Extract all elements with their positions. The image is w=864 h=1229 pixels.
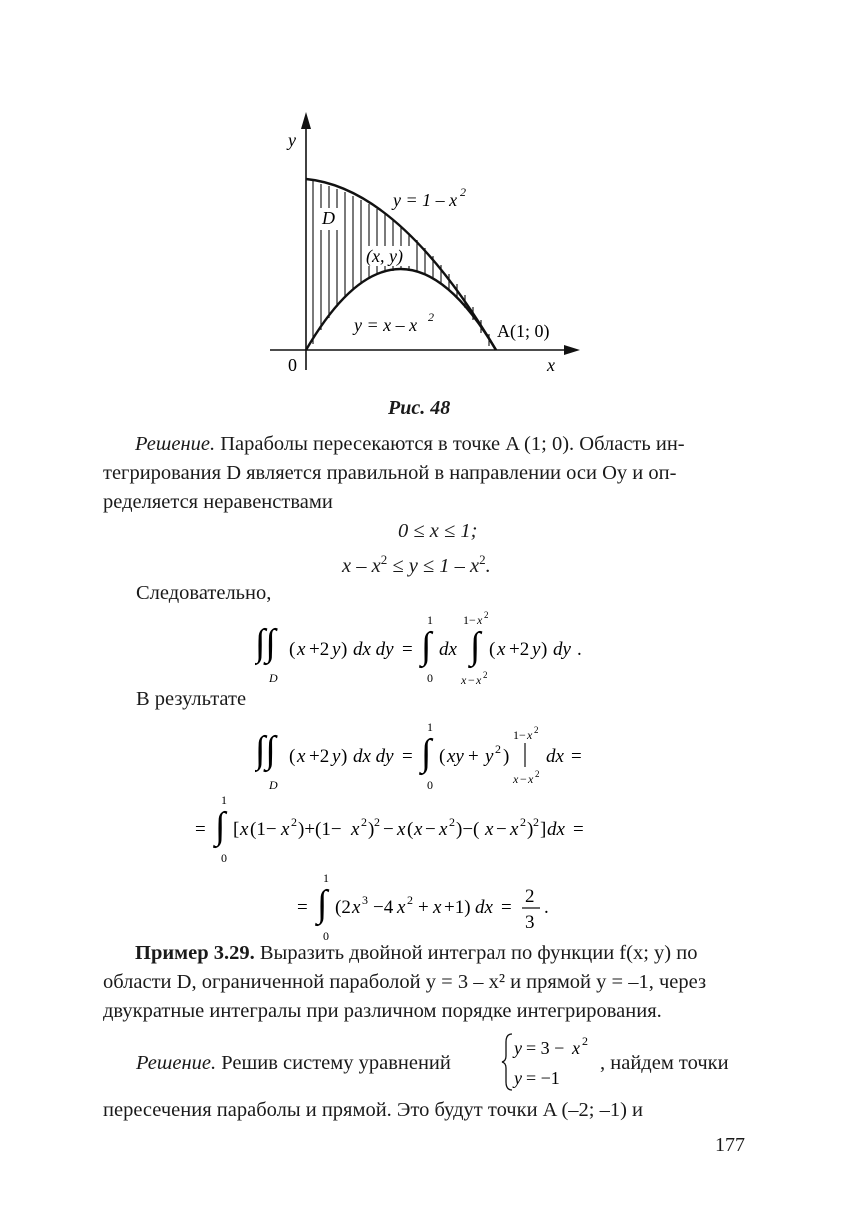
svg-text:y: y [332, 639, 341, 660]
solution2-line1: Решение. Решив систему уравнений [136, 1052, 451, 1074]
svg-text:0: 0 [427, 778, 433, 792]
svg-text:dx: dx [475, 897, 493, 918]
svg-text:x: x [281, 819, 290, 840]
svg-text:=: = [571, 746, 582, 767]
svg-text:0: 0 [323, 929, 329, 943]
svg-text:x: x [528, 772, 534, 786]
svg-text:1: 1 [221, 793, 227, 807]
svg-text:2: 2 [407, 893, 413, 907]
page-number: 177 [715, 1134, 745, 1156]
svg-text:+2: +2 [309, 746, 330, 767]
solution-paragraph [103, 430, 749, 517]
point-a-label: A(1; 0) [497, 321, 550, 341]
svg-text:−: − [383, 819, 394, 840]
svg-text:)−(: )−( [456, 819, 480, 840]
svg-text:1: 1 [427, 613, 433, 627]
svg-text:x: x [461, 673, 467, 687]
svg-text:x: x [476, 673, 482, 687]
y-axis-arrow [301, 112, 311, 129]
svg-text:∫: ∫ [470, 625, 481, 667]
svg-text:2: 2 [525, 886, 535, 907]
example-line3: двукратные интегралы при различном порядке интегрирования. [103, 1000, 662, 1022]
solution2-tail: , найдем точки [600, 1052, 729, 1074]
equation-system [500, 1030, 610, 1094]
svg-text:1−: 1− [463, 613, 476, 627]
svg-text:−: − [468, 673, 475, 687]
svg-text:D: D [269, 671, 278, 685]
svg-text:y: y [514, 1068, 522, 1088]
svg-text:x: x [485, 819, 494, 840]
svg-text:=: = [573, 819, 584, 840]
x-axis-arrow [564, 345, 580, 355]
svg-text:(: ( [489, 639, 496, 660]
upper-curve-label: y = 1 – x [393, 190, 458, 210]
svg-text:D: D [269, 778, 278, 792]
svg-text:=: = [297, 897, 308, 918]
svg-text:(: ( [439, 746, 446, 767]
svg-text:x: x [351, 819, 360, 840]
svg-text:y: y [532, 639, 541, 660]
svg-text:2: 2 [484, 610, 489, 620]
svg-text:(2: (2 [335, 897, 351, 918]
svg-text:(: ( [289, 639, 296, 660]
svg-text:∫: ∫ [317, 883, 328, 925]
svg-text:2: 2 [449, 815, 455, 829]
svg-text:y: y [332, 746, 341, 767]
svg-text:x: x [439, 819, 448, 840]
svg-text:): ) [341, 746, 348, 767]
svg-text:[: [ [233, 819, 240, 840]
svg-text:xy: xy [447, 746, 464, 767]
lower-parabola [306, 269, 496, 350]
svg-text:y: y [514, 1038, 522, 1058]
svg-text:dx: dx [439, 639, 457, 660]
svg-text:1: 1 [323, 871, 329, 885]
svg-text:(1−: (1− [250, 819, 277, 840]
svg-text:x: x [513, 772, 519, 786]
consequently-text: Следовательно, [136, 582, 272, 604]
origin-label: 0 [288, 355, 297, 375]
svg-text:dx: dx [547, 819, 565, 840]
svg-text:=: = [402, 639, 413, 660]
svg-text:x: x [297, 639, 306, 660]
svg-text:(: ( [407, 819, 414, 840]
svg-text:3: 3 [362, 893, 368, 907]
svg-text:x: x [477, 613, 483, 627]
svg-text:)+(1−: )+(1− [298, 819, 342, 840]
example-title: Пример 3.29. [135, 942, 255, 964]
svg-text:+: + [418, 897, 429, 918]
svg-text:): ) [341, 639, 348, 660]
upper-curve-exp: 2 [460, 185, 466, 199]
y-axis-label: y [288, 130, 296, 150]
svg-text:): ) [503, 746, 510, 767]
svg-text:.: . [577, 639, 582, 660]
svg-text:+2: +2 [509, 639, 530, 660]
svg-text:): ) [527, 819, 534, 840]
figure-caption: Рис. 48 [388, 397, 451, 419]
solution2-lead: Решение. [136, 1052, 217, 1074]
example-paragraph [103, 939, 749, 1026]
svg-text:2: 2 [495, 742, 501, 756]
svg-text:1−: 1− [513, 728, 526, 742]
figure-48 [260, 108, 600, 388]
svg-text:0: 0 [427, 671, 433, 685]
svg-text:3: 3 [525, 912, 535, 933]
svg-text:x: x [397, 819, 406, 840]
svg-text:−: − [496, 819, 507, 840]
svg-text:(: ( [289, 746, 296, 767]
svg-text:2: 2 [291, 815, 297, 829]
svg-text:x: x [352, 897, 361, 918]
svg-text:x: x [433, 897, 442, 918]
svg-text:): ) [541, 639, 548, 660]
svg-text:2: 2 [520, 815, 526, 829]
svg-text:+: + [468, 746, 479, 767]
svg-text:2: 2 [374, 815, 380, 829]
lower-curve-exp: 2 [428, 310, 434, 324]
svg-text:y: y [485, 746, 494, 767]
svg-text:x: x [414, 819, 423, 840]
svg-text:=: = [402, 746, 413, 767]
example-line2: области D, ограниченной параболой y = 3 – x² и прямой y = –1, через [103, 971, 707, 993]
point-label: (x, y) [366, 246, 403, 266]
svg-text:x: x [397, 897, 406, 918]
svg-text:=: = [501, 897, 512, 918]
formula-result-3 [297, 868, 577, 948]
svg-text:dx dy: dx dy [353, 746, 394, 767]
svg-text:−: − [425, 819, 436, 840]
solution-line1: Параболы пересекаются в точке A (1; 0). Область ин- [215, 433, 685, 455]
svg-text:= 3 −: = 3 − [526, 1038, 565, 1058]
svg-text:dx: dx [546, 746, 564, 767]
inequality-1: 0 ≤ x ≤ 1; [398, 520, 478, 542]
region-label: D [322, 208, 335, 228]
svg-text:1: 1 [427, 720, 433, 734]
svg-text:dy: dy [553, 639, 571, 660]
svg-text:−: − [520, 772, 527, 786]
svg-text:∫: ∫ [421, 732, 432, 774]
svg-text:2: 2 [533, 815, 539, 829]
solution-line2: тегрирования D является правильной в направлении оси Oy и оп- [103, 462, 677, 484]
svg-text:.: . [544, 897, 549, 918]
solution-line3: ределяется неравенствами [103, 491, 333, 513]
svg-text:∫: ∫ [421, 625, 432, 667]
svg-text:x: x [497, 639, 506, 660]
svg-text:−4: −4 [373, 897, 394, 918]
svg-text:x: x [297, 746, 306, 767]
x-axis-label: x [547, 355, 555, 375]
result-text: В результате [136, 688, 247, 710]
lower-curve-label: y = x – x [354, 315, 418, 335]
svg-text:2: 2 [361, 815, 367, 829]
svg-text:+1): +1) [444, 897, 471, 918]
formula-result-1 [255, 717, 615, 797]
svg-text:+2: +2 [309, 639, 330, 660]
svg-text:=: = [195, 819, 206, 840]
svg-text:dx dy: dx dy [353, 639, 394, 660]
svg-text:x: x [510, 819, 519, 840]
svg-text:2: 2 [582, 1034, 588, 1048]
inequality-2: $x - x^2 \le y \le 1 - x^2$. [342, 552, 491, 577]
svg-text:= −1: = −1 [526, 1068, 560, 1088]
svg-text:): ) [368, 819, 375, 840]
svg-text:∫∫: ∫∫ [255, 622, 276, 664]
svg-text:]: ] [540, 819, 547, 840]
svg-text:x: x [240, 819, 249, 840]
solution-lead: Решение. [135, 433, 216, 455]
formula-double-integral [255, 610, 615, 690]
svg-text:2: 2 [483, 670, 488, 680]
svg-text:2: 2 [535, 769, 540, 779]
svg-text:0: 0 [221, 851, 227, 865]
svg-text:∫∫: ∫∫ [255, 729, 276, 771]
solution2-line2: пересечения параболы и прямой. Это будут точки A (–2; –1) и [103, 1099, 644, 1121]
svg-text:2: 2 [534, 725, 539, 735]
example-line1: Выразить двойной интеграл по функции f(x; y) по [254, 942, 698, 964]
formula-result-2 [195, 790, 665, 870]
svg-text:∫: ∫ [215, 805, 226, 847]
svg-text:x: x [572, 1038, 580, 1058]
svg-text:x: x [527, 728, 533, 742]
